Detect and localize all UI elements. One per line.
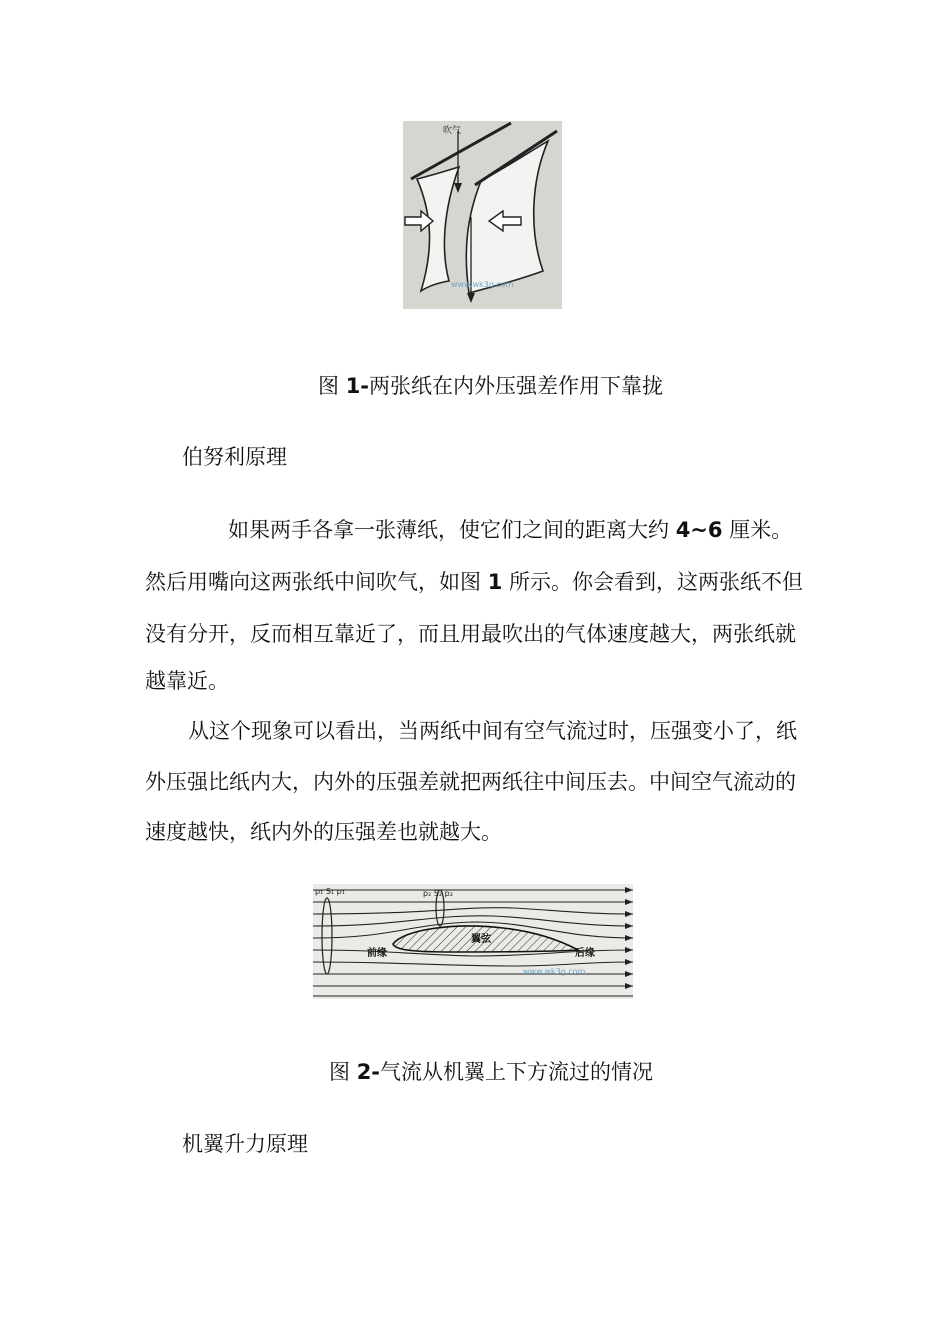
caption-text: 气流从机翼上下方流过的情况 (380, 1060, 654, 1084)
text-span: 然后用嘴向这两张纸中间吹气，如图 (145, 570, 481, 594)
figure-1-paper-diagram (403, 121, 562, 309)
text-span: 厘米。 (729, 518, 793, 542)
caption-prefix: 图 (329, 1060, 357, 1084)
figure-2-illustration (313, 884, 633, 999)
blow-label: 吹气 (443, 126, 462, 136)
paragraph-1-line-3: 没有分开，反而相互靠近了，而且用最吹出的气体速度越大，两张纸就 (145, 622, 796, 646)
figure-1-caption (318, 370, 663, 400)
watermark-text: www.wk3g.com (523, 967, 586, 976)
flow-arrowheads (625, 887, 633, 989)
paragraph-2-line-2: 外压强比纸内大，内外的压强差就把两纸往中间压去。中间空气流动的 (145, 770, 796, 794)
figure-1-illustration (403, 121, 562, 309)
paragraph-2-line-1: 从这个现象可以看出，当两纸中间有空气流过时，压强变小了，纸 (188, 719, 797, 743)
caption-text: 两张纸在内外压强差作用下靠拢 (369, 374, 664, 398)
figure-ref: 1 (487, 570, 503, 594)
leading-edge-label: 前缘 (367, 948, 387, 959)
chord-label: 翼弦 (471, 934, 491, 945)
distance-value: 4~6 (675, 518, 723, 542)
text-span: 所示。你会看到，这两张纸不但 (509, 570, 803, 594)
caption-number: 1- (345, 374, 370, 398)
figure-2-caption (329, 1056, 653, 1086)
text-span: 如果两手各拿一张薄纸，使它们之间的距离大约 (228, 518, 669, 542)
paragraph-1-line-4: 越靠近。 (145, 669, 229, 693)
mid-marker-label: p₂ S₂ p₂ (423, 889, 453, 898)
caption-number: 2- (356, 1060, 381, 1084)
section-heading-wing-lift: 机翼升力原理 (182, 1132, 308, 1156)
watermark-text: www.wk3g.com (451, 280, 514, 289)
left-marker-label: p₁ S₁ p₁ (315, 887, 345, 896)
paragraph-1-line-1 (228, 514, 792, 544)
paragraph-2-line-3: 速度越快，纸内外的压强差也就越大。 (145, 820, 502, 844)
figure-2-airfoil-diagram (313, 884, 633, 999)
caption-prefix: 图 (318, 374, 346, 398)
section-heading-bernoulli: 伯努利原理 (182, 445, 287, 469)
paragraph-1-line-2 (145, 566, 803, 596)
trailing-edge-label: 后缘 (575, 948, 595, 959)
